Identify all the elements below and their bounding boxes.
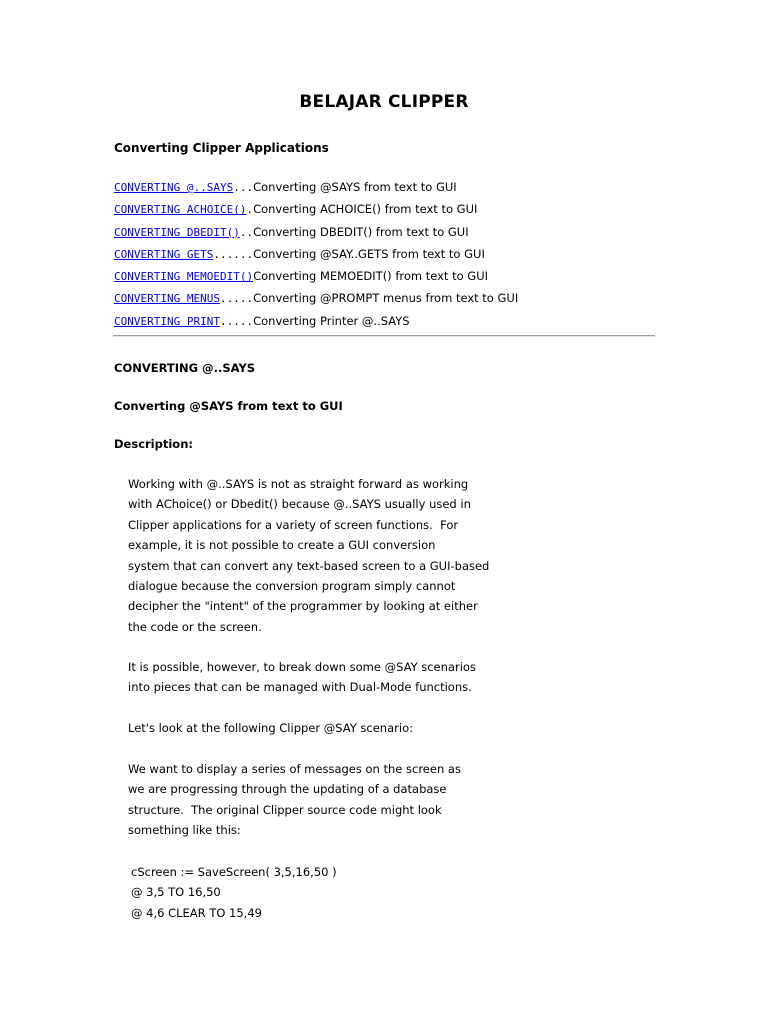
- section-subheading: Converting @SAYS from text to GUI: [114, 399, 343, 413]
- toc-description: Converting @PROMPT menus from text to GUI: [253, 291, 519, 306]
- paragraph-line: Working with @..SAYS is not as straight forward as working: [128, 477, 469, 491]
- toc-description: Converting DBEDIT() from text to GUI: [253, 224, 469, 239]
- paragraph-line: something like this:: [128, 823, 241, 838]
- toc-item: [114, 201, 518, 223]
- description-label: Description:: [114, 437, 193, 451]
- paragraph-intro: [128, 474, 489, 637]
- paragraph-line: system that can convert any text-based screen to a GUI-based: [128, 558, 490, 573]
- paragraph-possible: [128, 657, 476, 698]
- toc-link-memoedit[interactable]: CONVERTING MEMOEDIT(): [114, 270, 254, 284]
- toc-dots: .: [246, 203, 254, 217]
- paragraph-line: Clipper applications for a variety of screen functions. For: [128, 517, 459, 532]
- paragraph-scenario: [128, 718, 413, 738]
- toc-description: Converting MEMOEDIT() from text to GUI: [253, 269, 489, 284]
- toc-item: [114, 290, 518, 312]
- paragraph-line: with AChoice() or Dbedit() because @..SAYS usually used in: [128, 497, 471, 512]
- paragraph-line: structure. The original Clipper source code might look: [128, 802, 442, 817]
- toc-link-says[interactable]: CONVERTING @..SAYS: [114, 181, 234, 194]
- section-heading: CONVERTING @..SAYS: [114, 361, 256, 375]
- paragraph-line: It is possible, however, to break down some @SAY scenarios: [128, 660, 476, 674]
- toc-link-gets[interactable]: CONVERTING GETS: [114, 247, 214, 261]
- paragraph-line: we are progressing through the updating of a database: [128, 782, 447, 797]
- toc-item: [114, 268, 518, 290]
- toc-item: [114, 246, 518, 268]
- paragraph-line: decipher the "intent" of the programmer by looking at either: [128, 599, 478, 614]
- code-sample: [131, 862, 337, 923]
- code-line: @ 4,6 CLEAR TO 15,49: [131, 905, 262, 920]
- paragraph-line: We want to display a series of messages on the screen as: [128, 762, 461, 776]
- document-title: BELAJAR CLIPPER: [299, 92, 469, 112]
- table-of-contents: [114, 179, 518, 335]
- paragraph-line: dialogue because the conversion program simply cannot: [128, 578, 456, 593]
- code-line: cScreen := SaveScreen( 3,5,16,50 ): [131, 865, 337, 879]
- document-subtitle: Converting Clipper Applications: [114, 141, 329, 155]
- toc-link-dbedit[interactable]: CONVERTING DBEDIT(): [114, 225, 240, 239]
- toc-link-print[interactable]: CONVERTING PRINT: [114, 314, 220, 328]
- toc-item: [114, 224, 518, 246]
- paragraph-line: into pieces that can be managed with Dual-Mode functions.: [128, 680, 472, 695]
- toc-description: Converting ACHOICE() from text to GUI: [253, 202, 478, 217]
- toc-description: Converting @SAY..GETS from text to GUI: [253, 246, 485, 261]
- toc-dots: .....: [219, 292, 254, 306]
- toc-dots: .....: [219, 314, 254, 328]
- toc-link-menus[interactable]: CONVERTING MENUS: [114, 292, 220, 306]
- toc-dots: ...: [233, 181, 254, 194]
- horizontal-divider: [113, 335, 655, 337]
- paragraph-line: the code or the screen.: [128, 619, 262, 634]
- paragraph-messages: [128, 759, 461, 841]
- toc-description: Converting Printer @..SAYS: [253, 313, 410, 328]
- toc-item: [114, 313, 518, 335]
- toc-item: [114, 179, 518, 201]
- code-line: @ 3,5 TO 16,50: [131, 885, 221, 900]
- toc-description: Converting @SAYS from text to GUI: [253, 180, 457, 194]
- paragraph-line: example, it is not possible to create a GUI conversion: [128, 538, 436, 553]
- toc-dots: ......: [213, 247, 254, 261]
- toc-dots: ..: [239, 225, 254, 239]
- toc-link-achoice[interactable]: CONVERTING ACHOICE(): [114, 203, 247, 217]
- paragraph-line: Let's look at the following Clipper @SAY scenario:: [128, 721, 413, 735]
